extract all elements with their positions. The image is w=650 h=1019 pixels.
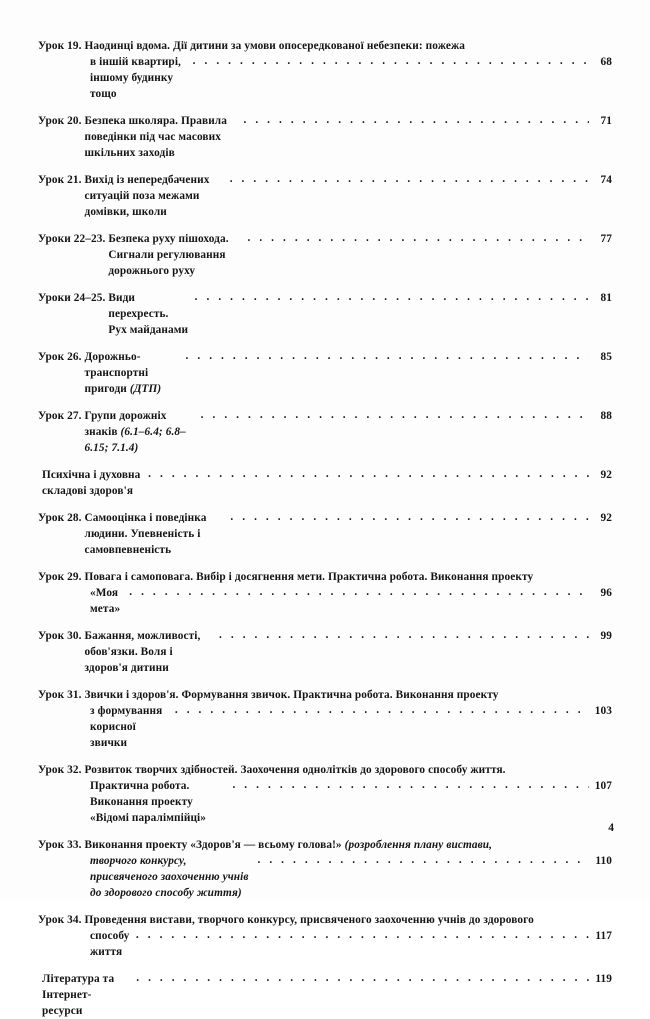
dot-leader: [136, 927, 589, 943]
toc-entry[interactable]: [38, 687, 612, 751]
toc-entry-title-text: Розвиток творчих здібностей. Заохочення однолітків до здорового способу життя.: [84, 764, 506, 776]
toc-entry-page-number: 103: [594, 705, 612, 717]
toc-entry-title: [108, 290, 188, 338]
toc-entry-line: [38, 628, 612, 676]
toc-entry-title-text: Звички і здоров'я. Формування звичок. Практична робота. Виконання проекту: [84, 689, 499, 701]
toc-entry-title: [85, 687, 499, 703]
toc-entry-title: [108, 231, 241, 279]
toc-entry-title: [85, 510, 225, 558]
toc-entry[interactable]: [38, 762, 612, 826]
dot-leader: [257, 852, 589, 868]
toc-entry-title-text: Самооцінка і поведінка людини. Упевненість і самовпевненість: [84, 512, 207, 556]
toc-entry-title: [85, 113, 238, 161]
toc-entry-title-text: Безпека руху пішохода. Сигнали регулювання дорожнього руху: [108, 233, 229, 277]
toc-entry-title: [90, 585, 123, 617]
toc-entry-title-text: Бажання, можливості, обов'язки. Воля і здоров'я дитини: [84, 630, 201, 674]
toc-entry-number: Урок 32.: [38, 764, 82, 776]
toc-entry-line: [38, 349, 612, 397]
toc-entry-line: [38, 912, 612, 928]
toc-entry-title: [90, 54, 187, 102]
toc-entry-title-text: з формування корисної звички: [90, 705, 163, 749]
toc-entry-title: [90, 778, 226, 826]
toc-entry-page-number: 92: [600, 512, 612, 524]
toc-entry-number: Урок 28.: [38, 512, 82, 524]
toc-entry-line: [38, 231, 612, 279]
toc-entry-line: [38, 853, 612, 901]
toc-entry-line: [38, 467, 612, 499]
toc-entry-line: [38, 408, 612, 456]
toc-entry-title-italic: творчого конкурсу, присвяченого заохоченню учнів до здорового способу життя): [90, 855, 249, 899]
toc-entry-title: [85, 569, 534, 585]
toc-entry-title-text: «Моя мета»: [90, 587, 121, 615]
toc-entry-line: [38, 38, 612, 54]
toc-entry-title: [85, 628, 214, 676]
dot-leader: [136, 970, 589, 986]
toc-entry[interactable]: [38, 172, 612, 220]
toc-entry[interactable]: [38, 290, 612, 338]
toc-entry-page-number: 107: [594, 780, 612, 792]
toc-entry-title-text: Дорожньо-транспортні пригоди: [84, 351, 149, 395]
toc-entry-title: [42, 971, 130, 1019]
toc-entry-line: [38, 928, 612, 960]
toc-entry-page-number: 96: [600, 587, 612, 599]
toc-entry-line: [38, 762, 612, 778]
toc-entry-title: [85, 762, 506, 778]
toc-entry-line: [38, 54, 612, 102]
toc-entry-number: Урок 20.: [38, 115, 82, 127]
toc-entry-page-number: 74: [600, 174, 612, 186]
toc-entry-page-number: 85: [600, 351, 612, 363]
toc-entry-number: Урок 27.: [38, 410, 82, 422]
toc-entry-title-text: Проведення вистави, творчого конкурсу, присвяченого заохоченню учнів до здорового: [84, 914, 534, 926]
toc-entry-title: [85, 38, 466, 54]
toc-entry-line: [38, 703, 612, 751]
toc-entry-title-italic: (розроблення плану вистави,: [344, 839, 493, 851]
toc-entry-title: [85, 837, 493, 853]
toc-entry-number: Урок 33.: [38, 839, 82, 851]
toc-entry-title-text: Практична робота. Виконання проекту «Відомі паралімпійці»: [90, 780, 207, 824]
toc-entry-line: [38, 971, 612, 1019]
toc-entry-page-number: 77: [600, 233, 612, 245]
toc-entry-title: [85, 349, 180, 397]
toc-entry-number: Урок 29.: [38, 571, 82, 583]
toc-entry[interactable]: [38, 38, 612, 102]
toc-entry-title-text: в іншій квартирі, іншому будинку тощо: [90, 56, 181, 100]
toc-entry-page-number: 110: [595, 855, 612, 867]
toc-entry-title: [90, 928, 130, 960]
toc-entry-title: [85, 172, 224, 220]
toc-entry-title-text: Повага і самоповага. Вибір і досягнення мети. Практична робота. Виконання проекту: [84, 571, 534, 583]
toc-entry[interactable]: [38, 510, 612, 558]
toc-entry-number: Уроки 24–25.: [38, 292, 106, 304]
toc-entry-title: [42, 467, 142, 499]
toc-entry-number: Урок 30.: [38, 630, 82, 642]
dot-leader: [243, 112, 589, 128]
toc-entry-title-italic: (6.1–6.4; 6.8–6.15; 7.1.4): [84, 426, 186, 454]
toc-entry-title: [85, 912, 534, 928]
dot-leader: [219, 627, 589, 643]
toc-entry-line: [38, 113, 612, 161]
dot-leader: [201, 407, 589, 423]
toc-entry-title-text: Психічна і духовна складові здоров'я: [42, 469, 141, 497]
toc-entry-title-text: способу життя: [90, 930, 130, 958]
toc-entry-page-number: 71: [600, 115, 612, 127]
toc-entry-title: [90, 853, 251, 901]
toc-entry[interactable]: [38, 349, 612, 397]
toc-entry-page-number: 117: [595, 930, 612, 942]
toc-entry-number: Урок 21.: [38, 174, 82, 186]
toc-entry-title-text: Література та Інтернет-ресурси: [42, 973, 115, 1017]
toc-entry-title-italic: (ДТП): [129, 383, 162, 395]
dot-leader: [232, 777, 589, 793]
toc-entry-title-text: Наодинці вдома. Дії дитини за умови опосередкованої небезпеки: пожежа: [84, 40, 466, 52]
toc-entry-page-number: 88: [600, 410, 612, 422]
toc-entry[interactable]: [38, 971, 612, 1019]
toc-entry-title-text: Групи дорожніх знаків: [84, 410, 167, 438]
toc-entry-title-text: Вихід із непередбачених ситуацій поза межами домівки, школи: [84, 174, 210, 218]
toc-entry-page-number: 92: [600, 469, 612, 481]
toc-entry-page-number: 119: [595, 973, 612, 985]
toc-entry-line: [38, 687, 612, 703]
dot-leader: [193, 53, 589, 69]
toc-entry[interactable]: [38, 408, 612, 456]
toc-entry-page-number: 81: [600, 292, 612, 304]
page-number: 4: [608, 822, 614, 834]
toc-entry-number: Уроки 22–23.: [38, 233, 106, 245]
toc-entry-number: Урок 19.: [38, 40, 82, 52]
toc-entry-page-number: 99: [600, 630, 612, 642]
toc-entry[interactable]: [38, 467, 612, 499]
toc-entry-title-text: Безпека школяра. Правила поведінки під час масових шкільних заходів: [84, 115, 227, 159]
table-of-contents-list: [38, 38, 612, 1019]
toc-entry[interactable]: [38, 912, 612, 960]
toc-entry-line: [38, 585, 612, 617]
toc-entry[interactable]: [38, 628, 612, 676]
toc-entry-line: [38, 172, 612, 220]
toc-entry-page-number: 68: [600, 56, 612, 68]
dot-leader: [186, 348, 590, 364]
toc-entry-line: [38, 569, 612, 585]
dot-leader: [195, 289, 589, 305]
toc-entry[interactable]: [38, 569, 612, 617]
toc-entry-number: Урок 34.: [38, 914, 82, 926]
dot-leader: [148, 466, 589, 482]
toc-entry-number: Урок 31.: [38, 689, 82, 701]
toc-entry-line: [38, 837, 612, 853]
dot-leader: [230, 509, 589, 525]
dot-leader: [175, 702, 589, 718]
toc-entry-title-text: Виконання проекту «Здоров'я — всьому голова!»: [84, 839, 345, 851]
toc-entry-title: [90, 703, 169, 751]
toc-entry-number: Урок 26.: [38, 351, 82, 363]
dot-leader: [230, 171, 589, 187]
toc-entry[interactable]: [38, 837, 612, 901]
toc-entry[interactable]: [38, 231, 612, 279]
toc-entry-line: [38, 778, 612, 826]
toc-entry-line: [38, 510, 612, 558]
toc-entry-title: [85, 408, 195, 456]
dot-leader: [247, 230, 589, 246]
toc-entry-title-text: Види перехресть. Рух майданами: [108, 292, 189, 336]
toc-entry[interactable]: [38, 113, 612, 161]
toc-entry-line: [38, 290, 612, 338]
dot-leader: [129, 584, 589, 600]
